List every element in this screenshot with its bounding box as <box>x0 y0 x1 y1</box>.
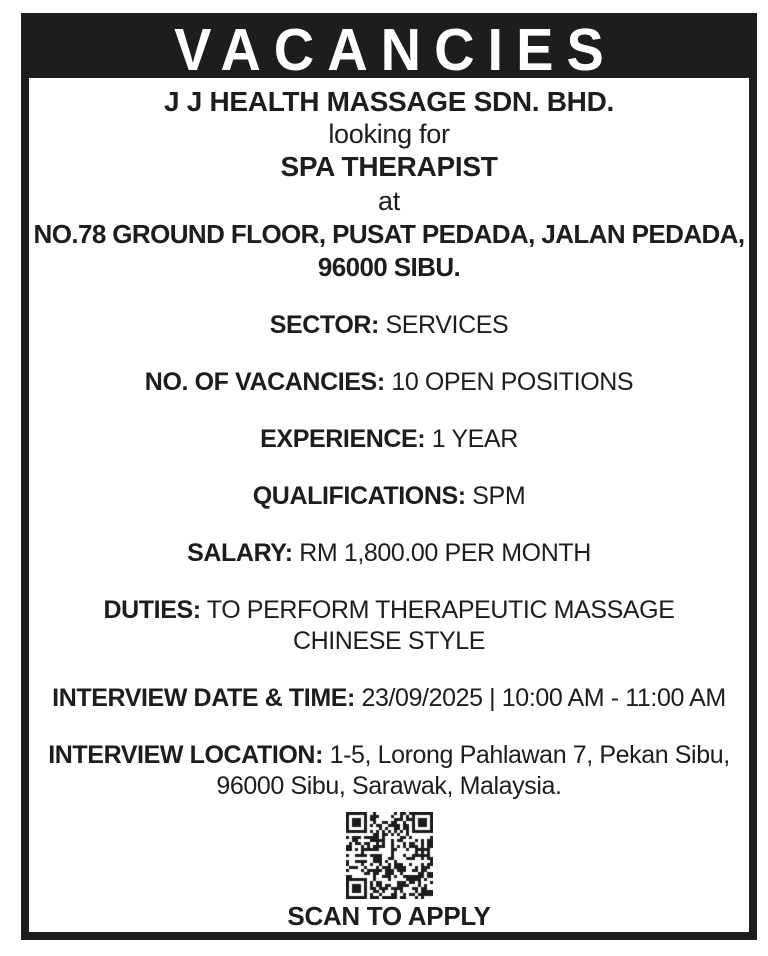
scan-to-apply-caption: SCAN TO APPLY <box>287 901 491 931</box>
position-title: SPA THERAPIST <box>280 151 498 182</box>
field-value-sector: SERVICES <box>385 311 509 339</box>
field-label-salary: SALARY: <box>187 539 293 567</box>
field-row-sector <box>29 310 749 341</box>
poster-title: VACANCIES <box>174 21 617 78</box>
workplace-address-line1: NO.78 GROUND FLOOR, PUSAT PEDADA, JALAN PEDADA, <box>33 219 745 249</box>
field-row-vacancies <box>29 367 749 398</box>
field-label-interview-datetime: INTERVIEW DATE & TIME: <box>52 684 355 712</box>
field-row-experience <box>29 424 749 455</box>
field-value-qualifications: SPM <box>472 482 526 510</box>
field-value-salary: RM 1,800.00 PER MONTH <box>299 539 591 567</box>
field-label-experience: EXPERIENCE: <box>260 425 426 453</box>
field-value-duties: TO PERFORM THERAPEUTIC MASSAGE CHINESE STYLE <box>206 596 675 655</box>
field-row-qualifications <box>29 481 749 512</box>
field-row-interview-location <box>39 740 739 802</box>
field-label-vacancies: NO. OF VACANCIES: <box>144 368 385 396</box>
company-name: J J HEALTH MASSAGE SDN. BHD. <box>163 86 615 117</box>
poster-banner <box>29 21 749 78</box>
field-value-interview-datetime: 23/09/2025 | 10:00 AM - 11:00 AM <box>361 684 726 712</box>
field-label-qualifications: QUALIFICATIONS: <box>252 482 466 510</box>
field-row-duties <box>64 595 714 657</box>
field-value-vacancies: 10 OPEN POSITIONS <box>391 368 634 396</box>
field-value-interview-location: 1-5, Lorong Pahlawan 7, Pekan Sibu, 96000 Sibu, Sarawak, Malaysia. <box>216 741 730 800</box>
field-label-interview-location: INTERVIEW LOCATION: <box>48 741 324 769</box>
qr-code <box>346 812 433 899</box>
field-value-experience: 1 YEAR <box>431 425 518 453</box>
looking-for-text: looking for <box>328 119 450 149</box>
field-row-interview-datetime <box>29 683 749 714</box>
workplace-address-line2: 96000 SIBU. <box>317 252 461 282</box>
poster-body <box>29 78 749 931</box>
field-label-sector: SECTOR: <box>269 311 379 339</box>
field-label-duties: DUTIES: <box>103 596 201 624</box>
field-row-salary <box>29 538 749 569</box>
vacancy-poster <box>21 13 757 940</box>
at-text: at <box>378 186 400 216</box>
